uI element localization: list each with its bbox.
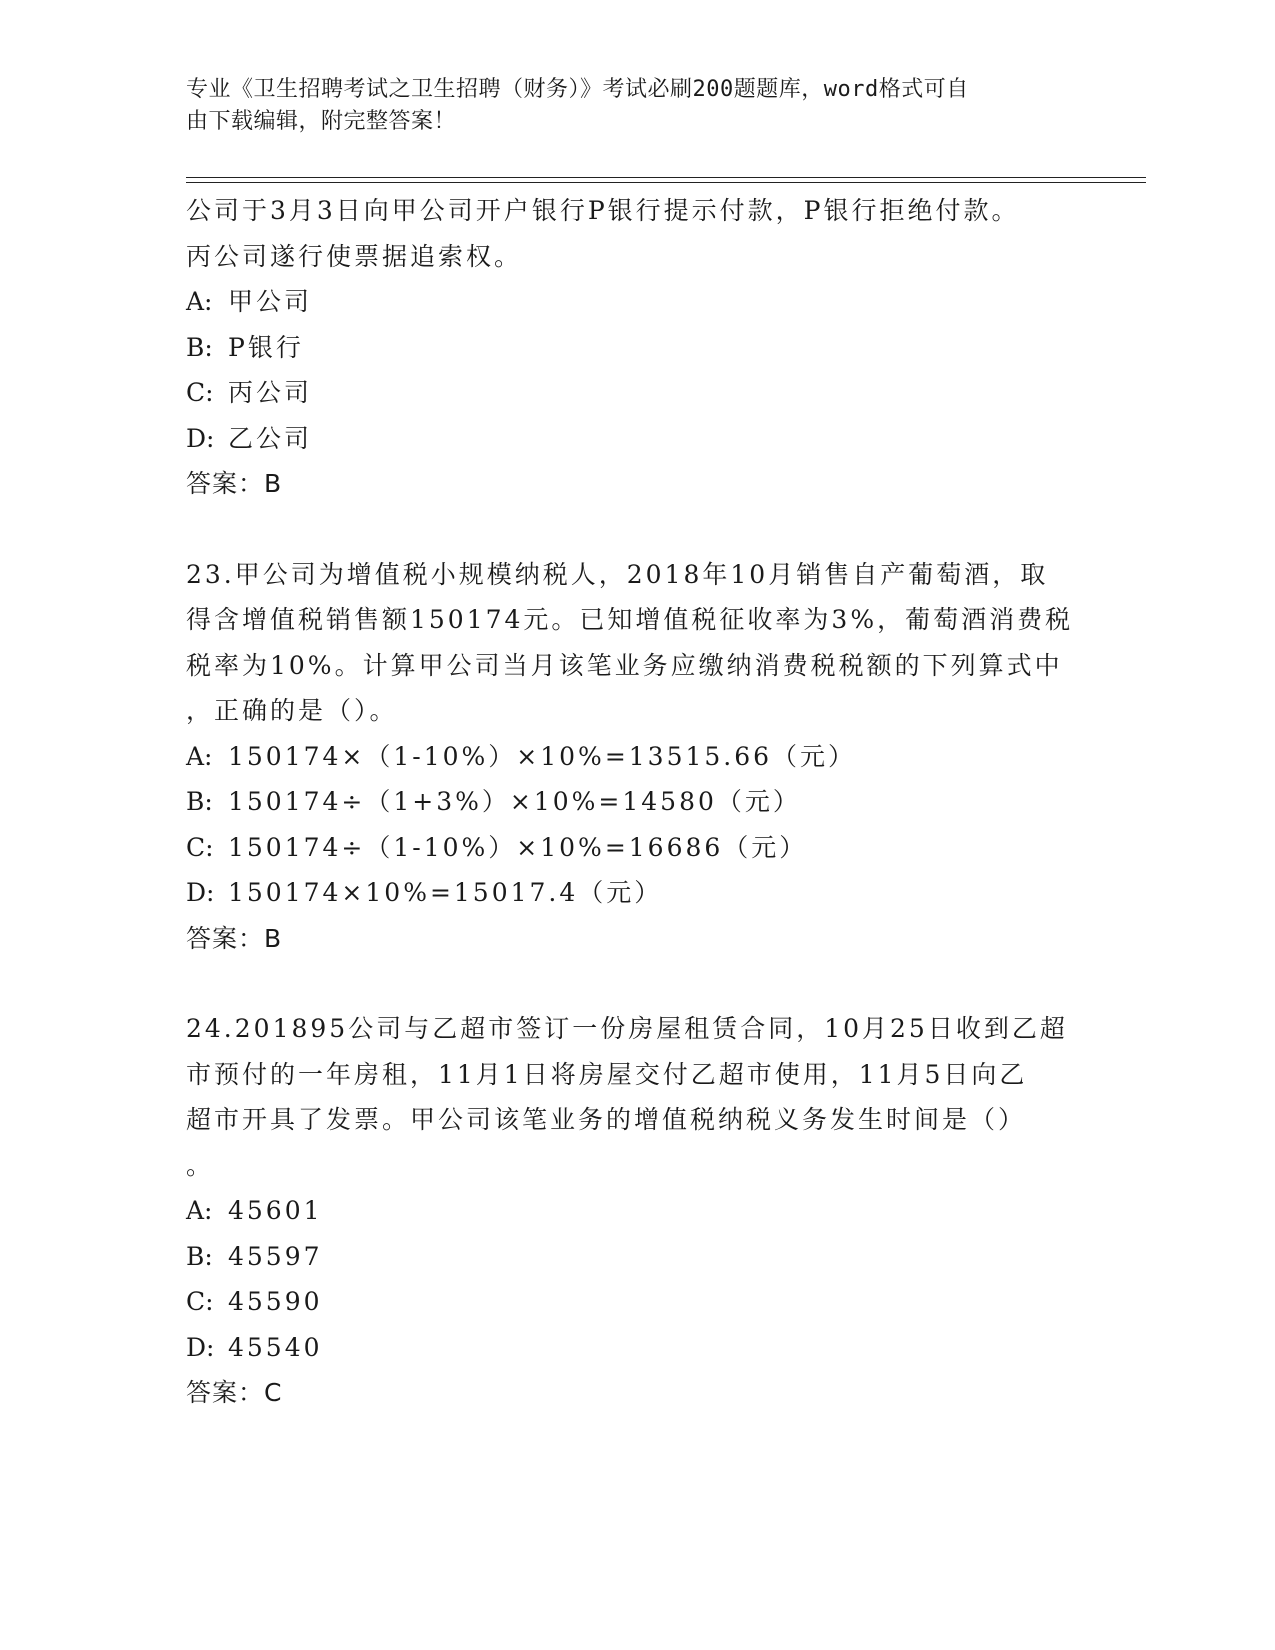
option-label: A: <box>186 1196 213 1225</box>
option-d <box>186 870 1086 916</box>
option-label: C: <box>186 1287 214 1316</box>
option-label: A: <box>186 741 213 771</box>
option-d <box>186 1325 1086 1371</box>
option-text: 45540 <box>228 1332 323 1362</box>
answer-line: 答案：B <box>186 923 283 953</box>
option-text: P银行 <box>228 332 304 362</box>
header-divider-bottom <box>186 182 1146 183</box>
question-list <box>186 188 1086 1416</box>
option-c <box>186 370 1086 416</box>
option-b <box>186 779 1086 825</box>
question-stem-line: 得含增值税销售额150174元。已知增值税征收率为3%，葡萄酒消费税 <box>186 605 1074 634</box>
question-stem-line: 市预付的一年房租，11月1日将房屋交付乙超市使用，11月5日向乙 <box>186 1059 1028 1089</box>
option-label: D: <box>186 1332 215 1362</box>
option-label: B: <box>186 1241 213 1271</box>
question-stem-line: 丙公司遂行使票据追索权。 <box>186 241 523 271</box>
option-text: 45597 <box>228 1241 323 1271</box>
option-text: 45601 <box>228 1196 323 1225</box>
question-stem-line: 。 <box>186 1150 215 1180</box>
option-text: 乙公司 <box>228 423 313 453</box>
option-text: 45590 <box>228 1287 323 1316</box>
answer-line: 答案：C <box>186 1378 283 1407</box>
question-stem-line: 超市开具了发票。甲公司该笔业务的增值税纳税义务发生时间是（） <box>186 1105 1027 1134</box>
option-text: 150174÷（1-10%）×10%=16686（元） <box>228 832 808 862</box>
option-label: A: <box>186 287 213 316</box>
option-label: C: <box>186 378 214 407</box>
option-text: 150174×（1-10%）×10%=13515.66（元） <box>228 741 857 771</box>
option-text: 150174×10%=15017.4（元） <box>228 878 663 907</box>
question-stem-line: ，正确的是（）。 <box>186 696 398 725</box>
question-stem-line: 23.甲公司为增值税小规模纳税人，2018年10月销售自产葡萄酒，取 <box>186 559 1049 589</box>
option-label: B: <box>186 787 213 816</box>
option-b <box>186 325 1086 371</box>
question-block <box>186 1006 1086 1416</box>
question-spacer <box>186 961 1086 1006</box>
option-text: 150174÷（1+3%）×10%=14580（元） <box>228 787 801 816</box>
option-a <box>186 734 1086 780</box>
option-d <box>186 416 1086 462</box>
option-label: D: <box>186 878 215 907</box>
question-stem-line: 公司于3月3日向甲公司开户银行P银行提示付款，P银行拒绝付款。 <box>186 196 1020 225</box>
option-text: 甲公司 <box>228 287 313 316</box>
option-label: C: <box>186 832 214 862</box>
header-divider-top <box>186 177 1146 178</box>
question-block <box>186 552 1086 962</box>
document-header <box>186 74 1066 138</box>
option-b <box>186 1234 1086 1280</box>
question-stem-line: 税率为10%。计算甲公司当月该笔业务应缴纳消费税税额的下列算式中 <box>186 650 1063 680</box>
option-label: D: <box>186 423 215 453</box>
option-text: 丙公司 <box>228 378 313 407</box>
option-a <box>186 1188 1086 1234</box>
answer-line: 答案：B <box>186 469 283 498</box>
option-c <box>186 1279 1086 1325</box>
question-stem-line: 24.201895公司与乙超市签订一份房屋租赁合同，10月25日收到乙超 <box>186 1014 1068 1043</box>
option-label: B: <box>186 332 213 362</box>
question-block <box>186 188 1086 507</box>
option-a <box>186 279 1086 325</box>
header-line-1: 专业《卫生招聘考试之卫生招聘（财务）》考试必刷200题题库，word格式可自 <box>186 77 969 102</box>
question-spacer <box>186 507 1086 552</box>
option-c <box>186 825 1086 871</box>
header-line-2: 由下载编辑，附完整答案！ <box>186 109 457 134</box>
